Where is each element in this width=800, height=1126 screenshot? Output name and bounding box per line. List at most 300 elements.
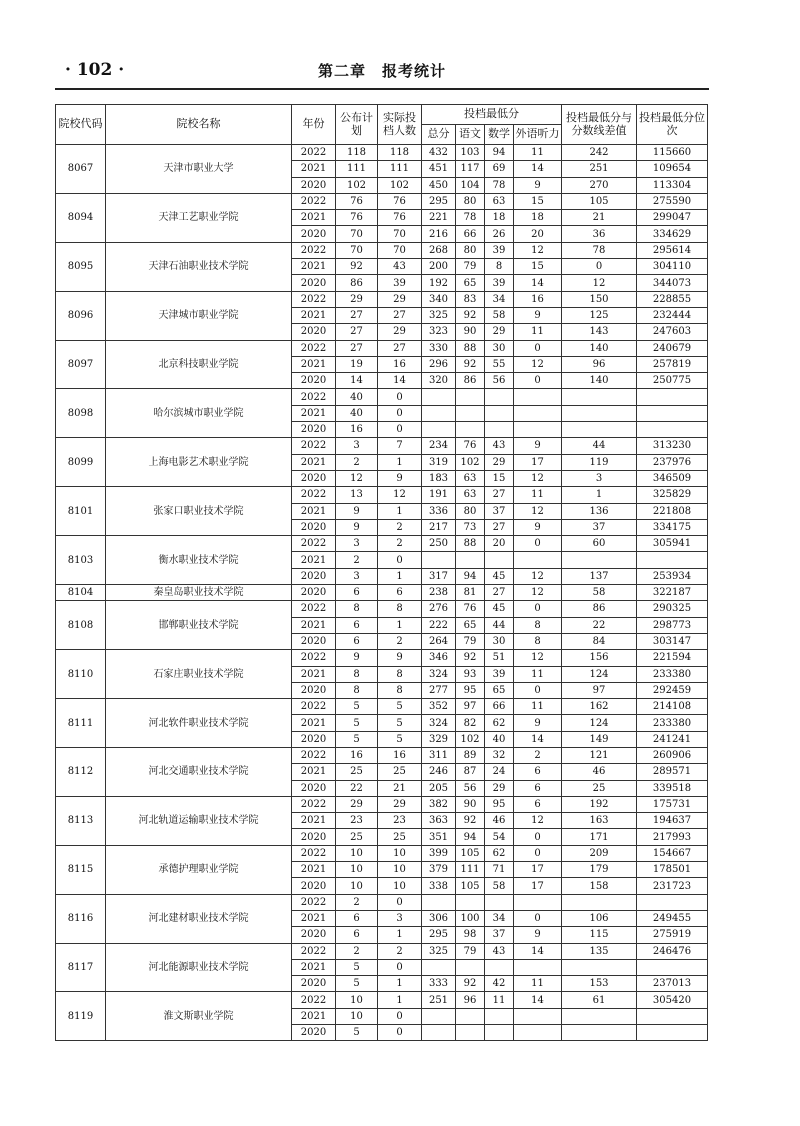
cell-plan: 9 [336, 650, 378, 666]
cell-math: 34 [485, 910, 514, 926]
cell-plan: 22 [336, 780, 378, 796]
cell-diff: 158 [562, 878, 637, 894]
school-name: 秦皇岛职业技术学院 [106, 585, 292, 601]
cell-plan: 25 [336, 829, 378, 845]
cell-total: 399 [422, 845, 456, 861]
cell-year: 2020 [292, 226, 336, 242]
cell-math: 37 [485, 503, 514, 519]
cell-chinese: 96 [456, 992, 485, 1008]
cell-actual: 76 [378, 210, 422, 226]
school-code: 8111 [56, 699, 106, 748]
cell-diff: 242 [562, 145, 637, 161]
cell-foreign: 9 [514, 438, 562, 454]
cell-total: 238 [422, 585, 456, 601]
cell-diff: 0 [562, 259, 637, 275]
cell-plan: 23 [336, 813, 378, 829]
cell-rank: 344073 [637, 275, 708, 291]
cell-plan: 10 [336, 845, 378, 861]
cell-diff: 84 [562, 633, 637, 649]
cell-year: 2022 [292, 242, 336, 258]
cell-foreign: 0 [514, 601, 562, 617]
cell-actual: 0 [378, 552, 422, 568]
cell-math: 39 [485, 666, 514, 682]
school-name: 河北轨道运输职业技术学院 [106, 796, 292, 845]
cell-total: 324 [422, 715, 456, 731]
cell-chinese: 97 [456, 699, 485, 715]
cell-year: 2020 [292, 780, 336, 796]
school-code: 8101 [56, 487, 106, 536]
cell-year: 2020 [292, 519, 336, 535]
cell-rank: 221594 [637, 650, 708, 666]
cell-math: 29 [485, 780, 514, 796]
header-plan: 公布计划 [336, 105, 378, 145]
cell-plan: 6 [336, 910, 378, 926]
cell-plan: 6 [336, 585, 378, 601]
cell-diff: 44 [562, 438, 637, 454]
cell-total [422, 405, 456, 421]
cell-total: 311 [422, 747, 456, 763]
cell-year: 2020 [292, 373, 336, 389]
cell-total: 183 [422, 470, 456, 486]
cell-chinese: 86 [456, 373, 485, 389]
cell-math: 27 [485, 519, 514, 535]
header-diff: 投档最低分与分数线差值 [562, 105, 637, 145]
cell-plan: 9 [336, 503, 378, 519]
cell-plan: 92 [336, 259, 378, 275]
cell-actual: 7 [378, 438, 422, 454]
cell-year: 2021 [292, 666, 336, 682]
school-code: 8098 [56, 389, 106, 438]
page-number: · 102 · [65, 60, 125, 80]
cell-total [422, 389, 456, 405]
cell-year: 2020 [292, 633, 336, 649]
cell-year: 2022 [292, 796, 336, 812]
school-code: 8110 [56, 650, 106, 699]
cell-math [485, 959, 514, 975]
cell-year: 2020 [292, 568, 336, 584]
header-code: 院校代码 [56, 105, 106, 145]
admission-table [55, 104, 708, 1041]
cell-actual: 1 [378, 454, 422, 470]
cell-math: 29 [485, 454, 514, 470]
cell-total: 379 [422, 862, 456, 878]
cell-total: 250 [422, 536, 456, 552]
cell-math: 18 [485, 210, 514, 226]
cell-rank: 275919 [637, 927, 708, 943]
cell-plan: 111 [336, 161, 378, 177]
school-code: 8094 [56, 193, 106, 242]
cell-year: 2021 [292, 715, 336, 731]
school-name: 哈尔滨城市职业学院 [106, 389, 292, 438]
cell-diff: 270 [562, 177, 637, 193]
cell-plan: 14 [336, 373, 378, 389]
cell-diff: 179 [562, 862, 637, 878]
cell-chinese [456, 422, 485, 438]
header-name: 院校名称 [106, 105, 292, 145]
cell-total: 324 [422, 666, 456, 682]
cell-chinese: 73 [456, 519, 485, 535]
cell-total [422, 1025, 456, 1041]
cell-total: 325 [422, 943, 456, 959]
cell-plan: 8 [336, 666, 378, 682]
table-row [56, 585, 708, 601]
table-row [56, 242, 708, 258]
table-row [56, 536, 708, 552]
cell-rank: 241241 [637, 731, 708, 747]
cell-rank: 109654 [637, 161, 708, 177]
cell-chinese: 92 [456, 813, 485, 829]
cell-plan: 10 [336, 862, 378, 878]
cell-total [422, 959, 456, 975]
cell-actual: 25 [378, 764, 422, 780]
cell-actual: 5 [378, 715, 422, 731]
cell-math [485, 1025, 514, 1041]
cell-actual: 12 [378, 487, 422, 503]
cell-math: 42 [485, 976, 514, 992]
cell-total: 323 [422, 324, 456, 340]
cell-chinese [456, 959, 485, 975]
cell-actual: 9 [378, 470, 422, 486]
school-name: 淮文斯职业学院 [106, 992, 292, 1041]
cell-foreign: 0 [514, 682, 562, 698]
cell-actual: 0 [378, 959, 422, 975]
cell-math: 78 [485, 177, 514, 193]
cell-actual: 1 [378, 617, 422, 633]
cell-actual: 70 [378, 226, 422, 242]
cell-actual: 2 [378, 943, 422, 959]
cell-chinese [456, 405, 485, 421]
cell-rank: 253934 [637, 568, 708, 584]
table-row [56, 943, 708, 959]
school-code: 8067 [56, 145, 106, 194]
cell-diff: 150 [562, 291, 637, 307]
cell-year: 2022 [292, 389, 336, 405]
cell-math: 66 [485, 699, 514, 715]
cell-diff: 162 [562, 699, 637, 715]
cell-actual: 29 [378, 796, 422, 812]
header-actual: 实际投档人数 [378, 105, 422, 145]
cell-diff: 46 [562, 764, 637, 780]
cell-foreign: 15 [514, 193, 562, 209]
cell-foreign: 14 [514, 943, 562, 959]
cell-plan: 102 [336, 177, 378, 193]
cell-plan: 5 [336, 715, 378, 731]
cell-actual: 16 [378, 356, 422, 372]
cell-diff: 105 [562, 193, 637, 209]
cell-foreign: 2 [514, 747, 562, 763]
cell-math: 8 [485, 259, 514, 275]
cell-actual: 27 [378, 307, 422, 323]
cell-year: 2021 [292, 617, 336, 633]
cell-diff: 60 [562, 536, 637, 552]
cell-chinese: 79 [456, 259, 485, 275]
cell-foreign: 14 [514, 275, 562, 291]
cell-year: 2021 [292, 862, 336, 878]
cell-foreign: 16 [514, 291, 562, 307]
cell-math: 26 [485, 226, 514, 242]
cell-total: 329 [422, 731, 456, 747]
cell-total: 246 [422, 764, 456, 780]
cell-chinese: 111 [456, 862, 485, 878]
cell-actual: 2 [378, 633, 422, 649]
chapter-title: 第二章 报考统计 [317, 62, 446, 80]
cell-chinese: 79 [456, 943, 485, 959]
school-name: 衡水职业技术学院 [106, 536, 292, 585]
cell-math: 39 [485, 275, 514, 291]
school-name: 承德护理职业学院 [106, 845, 292, 894]
cell-foreign: 12 [514, 585, 562, 601]
cell-chinese [456, 389, 485, 405]
cell-total: 340 [422, 291, 456, 307]
cell-chinese: 82 [456, 715, 485, 731]
cell-plan: 70 [336, 242, 378, 258]
cell-chinese: 80 [456, 193, 485, 209]
cell-foreign: 9 [514, 519, 562, 535]
cell-diff: 137 [562, 568, 637, 584]
cell-total: 333 [422, 976, 456, 992]
cell-rank: 334175 [637, 519, 708, 535]
cell-diff: 36 [562, 226, 637, 242]
cell-total: 352 [422, 699, 456, 715]
cell-math: 44 [485, 617, 514, 633]
cell-foreign: 6 [514, 780, 562, 796]
cell-foreign: 17 [514, 878, 562, 894]
cell-chinese: 90 [456, 796, 485, 812]
cell-diff: 21 [562, 210, 637, 226]
school-code: 8096 [56, 291, 106, 340]
cell-year: 2022 [292, 747, 336, 763]
cell-rank: 299047 [637, 210, 708, 226]
cell-foreign: 6 [514, 796, 562, 812]
table-row [56, 193, 708, 209]
cell-diff [562, 389, 637, 405]
cell-year: 2020 [292, 177, 336, 193]
cell-foreign: 12 [514, 650, 562, 666]
cell-rank [637, 405, 708, 421]
cell-plan: 2 [336, 894, 378, 910]
cell-diff: 124 [562, 666, 637, 682]
school-code: 8103 [56, 536, 106, 585]
cell-foreign: 8 [514, 633, 562, 649]
cell-year: 2022 [292, 145, 336, 161]
cell-year: 2020 [292, 976, 336, 992]
cell-total [422, 552, 456, 568]
school-code: 8117 [56, 943, 106, 992]
cell-plan: 40 [336, 405, 378, 421]
cell-plan: 118 [336, 145, 378, 161]
cell-actual: 3 [378, 910, 422, 926]
cell-rank: 113304 [637, 177, 708, 193]
cell-math: 45 [485, 601, 514, 617]
header-min-group: 投档最低分 [422, 105, 562, 125]
table-row [56, 291, 708, 307]
cell-total: 264 [422, 633, 456, 649]
table-row [56, 340, 708, 356]
cell-chinese [456, 894, 485, 910]
cell-math: 45 [485, 568, 514, 584]
cell-rank [637, 894, 708, 910]
cell-chinese: 105 [456, 878, 485, 894]
cell-rank: 303147 [637, 633, 708, 649]
cell-diff [562, 959, 637, 975]
cell-chinese [456, 1025, 485, 1041]
cell-total: 451 [422, 161, 456, 177]
cell-foreign: 18 [514, 210, 562, 226]
cell-year: 2022 [292, 650, 336, 666]
cell-diff: 192 [562, 796, 637, 812]
cell-chinese: 87 [456, 764, 485, 780]
cell-rank: 305420 [637, 992, 708, 1008]
cell-rank: 250775 [637, 373, 708, 389]
cell-year: 2021 [292, 405, 336, 421]
cell-rank: 237976 [637, 454, 708, 470]
cell-plan: 5 [336, 959, 378, 975]
cell-plan: 6 [336, 617, 378, 633]
header-math: 数学 [485, 125, 514, 145]
cell-rank [637, 389, 708, 405]
cell-math: 46 [485, 813, 514, 829]
cell-foreign: 0 [514, 845, 562, 861]
cell-diff: 78 [562, 242, 637, 258]
cell-foreign: 12 [514, 242, 562, 258]
cell-foreign [514, 389, 562, 405]
header-rank: 投档最低分位次 [637, 105, 708, 145]
cell-total: 222 [422, 617, 456, 633]
cell-diff: 12 [562, 275, 637, 291]
cell-year: 2022 [292, 193, 336, 209]
cell-plan: 86 [336, 275, 378, 291]
cell-rank: 295614 [637, 242, 708, 258]
cell-actual: 10 [378, 845, 422, 861]
cell-plan: 6 [336, 633, 378, 649]
cell-math: 56 [485, 373, 514, 389]
cell-total: 363 [422, 813, 456, 829]
cell-math: 94 [485, 145, 514, 161]
cell-plan: 27 [336, 340, 378, 356]
cell-chinese: 92 [456, 356, 485, 372]
cell-actual: 21 [378, 780, 422, 796]
cell-rank: 232444 [637, 307, 708, 323]
cell-chinese: 56 [456, 780, 485, 796]
cell-foreign [514, 894, 562, 910]
cell-actual: 76 [378, 193, 422, 209]
cell-diff [562, 422, 637, 438]
cell-diff: 86 [562, 601, 637, 617]
cell-foreign [514, 1008, 562, 1024]
cell-year: 2021 [292, 503, 336, 519]
cell-total [422, 422, 456, 438]
cell-year: 2021 [292, 307, 336, 323]
cell-total: 325 [422, 307, 456, 323]
cell-chinese [456, 552, 485, 568]
table-row [56, 438, 708, 454]
cell-year: 2020 [292, 878, 336, 894]
cell-plan: 5 [336, 699, 378, 715]
table-body [56, 145, 708, 1041]
cell-diff: 97 [562, 682, 637, 698]
school-code: 8113 [56, 796, 106, 845]
cell-math: 58 [485, 307, 514, 323]
cell-foreign: 15 [514, 259, 562, 275]
cell-total: 251 [422, 992, 456, 1008]
cell-diff: 121 [562, 747, 637, 763]
table-row [56, 747, 708, 763]
cell-year: 2020 [292, 470, 336, 486]
cell-actual: 0 [378, 405, 422, 421]
cell-total: 200 [422, 259, 456, 275]
cell-rank: 260906 [637, 747, 708, 763]
cell-actual: 39 [378, 275, 422, 291]
cell-foreign: 0 [514, 536, 562, 552]
cell-year: 2020 [292, 275, 336, 291]
cell-year: 2020 [292, 422, 336, 438]
cell-math: 30 [485, 340, 514, 356]
cell-foreign: 20 [514, 226, 562, 242]
school-code: 8095 [56, 242, 106, 291]
cell-actual: 102 [378, 177, 422, 193]
cell-foreign: 11 [514, 666, 562, 682]
cell-total: 277 [422, 682, 456, 698]
cell-year: 2021 [292, 356, 336, 372]
cell-actual: 70 [378, 242, 422, 258]
cell-year: 2022 [292, 340, 336, 356]
cell-foreign: 0 [514, 373, 562, 389]
cell-actual: 9 [378, 650, 422, 666]
cell-chinese: 93 [456, 666, 485, 682]
cell-chinese: 65 [456, 275, 485, 291]
cell-rank [637, 552, 708, 568]
cell-year: 2021 [292, 1008, 336, 1024]
cell-rank: 175731 [637, 796, 708, 812]
cell-diff: 115 [562, 927, 637, 943]
cell-year: 2020 [292, 927, 336, 943]
cell-math: 20 [485, 536, 514, 552]
cell-rank [637, 1025, 708, 1041]
cell-total [422, 1008, 456, 1024]
header-year: 年份 [292, 105, 336, 145]
cell-diff: 22 [562, 617, 637, 633]
cell-plan: 3 [336, 568, 378, 584]
cell-rank: 346509 [637, 470, 708, 486]
cell-diff: 209 [562, 845, 637, 861]
cell-year: 2021 [292, 813, 336, 829]
cell-chinese: 98 [456, 927, 485, 943]
cell-total: 317 [422, 568, 456, 584]
cell-math: 24 [485, 764, 514, 780]
cell-year: 2022 [292, 894, 336, 910]
cell-math: 29 [485, 324, 514, 340]
cell-year: 2021 [292, 910, 336, 926]
cell-total: 450 [422, 177, 456, 193]
cell-actual: 2 [378, 519, 422, 535]
cell-year: 2022 [292, 845, 336, 861]
cell-total: 346 [422, 650, 456, 666]
cell-total: 382 [422, 796, 456, 812]
cell-plan: 13 [336, 487, 378, 503]
cell-year: 2021 [292, 259, 336, 275]
cell-math: 95 [485, 796, 514, 812]
cell-foreign: 11 [514, 699, 562, 715]
cell-math [485, 422, 514, 438]
cell-diff: 149 [562, 731, 637, 747]
cell-plan: 76 [336, 193, 378, 209]
cell-total: 295 [422, 193, 456, 209]
cell-math: 62 [485, 845, 514, 861]
cell-diff: 58 [562, 585, 637, 601]
school-name: 石家庄职业技术学院 [106, 650, 292, 699]
cell-actual: 0 [378, 1025, 422, 1041]
cell-chinese: 92 [456, 307, 485, 323]
